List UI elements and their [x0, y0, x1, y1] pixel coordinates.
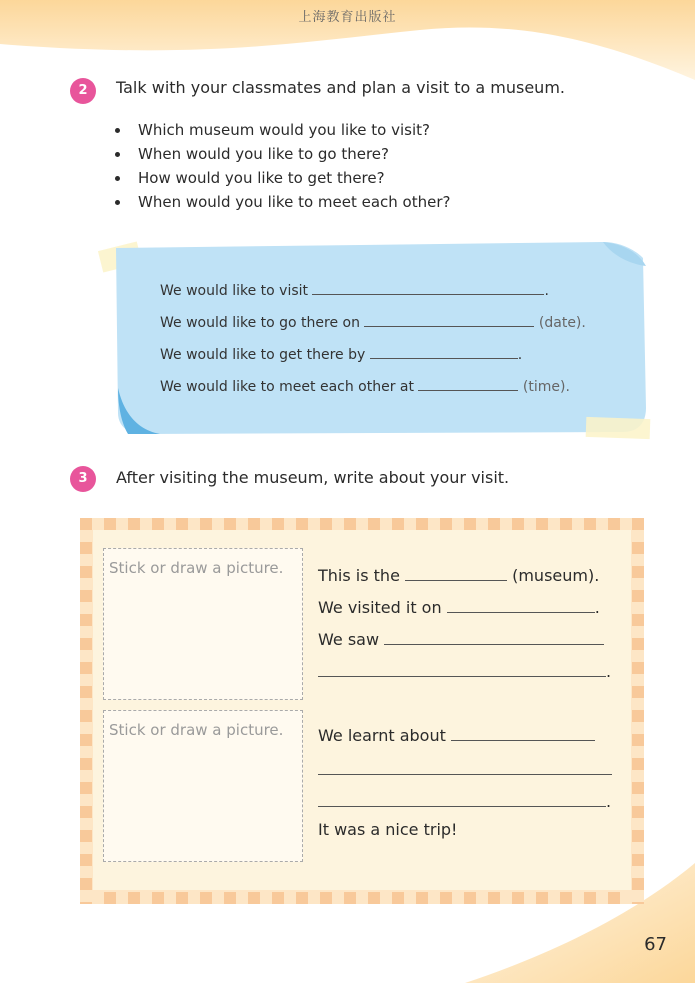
picture-box-label: Stick or draw a picture.: [109, 559, 284, 577]
question-item: How would you like to get there?: [112, 166, 450, 190]
saw-blank-continued[interactable]: [318, 660, 606, 677]
question-list: [112, 118, 450, 214]
museum-name-blank[interactable]: [405, 564, 507, 581]
plan-text-time: We would like to meet each other at: [160, 379, 414, 395]
plan-line-visit: We would like to visit .: [160, 280, 586, 312]
write-line-nice-trip: It was a nice trip!: [318, 820, 458, 839]
write-line-learnt: [318, 724, 595, 745]
plan-line-date: [160, 312, 586, 344]
section-3-title: After visiting the museum, write about your visit.: [116, 468, 510, 487]
write-line-learnt-cont: [318, 758, 612, 779]
museum-hint: (museum).: [512, 566, 600, 585]
page-number: 67: [644, 934, 667, 955]
picture-box-1[interactable]: [103, 548, 303, 700]
write-text-we-saw: We saw: [318, 630, 380, 649]
plan-line-time: [160, 376, 586, 408]
learnt-blank-continued[interactable]: [318, 758, 612, 775]
plan-text-date: We would like to go there on: [160, 315, 360, 331]
picture-box-2[interactable]: [103, 710, 303, 862]
time-hint: (time).: [522, 379, 570, 395]
museum-blank[interactable]: [312, 280, 544, 295]
plan-sentences: [160, 280, 586, 408]
question-item: When would you like to go there?: [112, 142, 450, 166]
picture-box-label: Stick or draw a picture.: [109, 721, 284, 739]
section-2-number: 2: [70, 78, 96, 104]
question-item: Which museum would you like to visit?: [112, 118, 450, 142]
write-text-this-is: This is the: [318, 566, 400, 585]
write-text-visited-on: We visited it on: [318, 598, 442, 617]
write-line-learnt-cont-2: .: [318, 790, 611, 811]
saw-blank[interactable]: [384, 628, 604, 645]
learnt-blank-continued-2[interactable]: [318, 790, 606, 807]
write-line-museum: [318, 564, 599, 585]
write-line-date: We visited it on .: [318, 598, 600, 617]
plan-text-transport: We would like to get there by: [160, 347, 366, 363]
publisher-name: 上海教育出版社: [298, 10, 397, 25]
write-line-saw: [318, 628, 604, 649]
transport-blank[interactable]: [370, 344, 518, 359]
plan-line-transport: We would like to get there by .: [160, 344, 586, 376]
section-3-number: 3: [70, 466, 96, 492]
visit-date-blank[interactable]: [447, 596, 595, 613]
learnt-blank[interactable]: [451, 724, 595, 741]
write-text-learnt-about: We learnt about: [318, 726, 446, 745]
question-item: When would you like to meet each other?: [112, 190, 450, 214]
time-blank[interactable]: [418, 376, 518, 391]
plan-text-visit: We would like to visit: [160, 283, 309, 299]
date-blank[interactable]: [364, 312, 534, 327]
section-2-title: Talk with your classmates and plan a visit to a museum.: [116, 78, 565, 97]
date-hint: (date).: [538, 315, 586, 331]
write-line-saw-cont: .: [318, 660, 611, 681]
